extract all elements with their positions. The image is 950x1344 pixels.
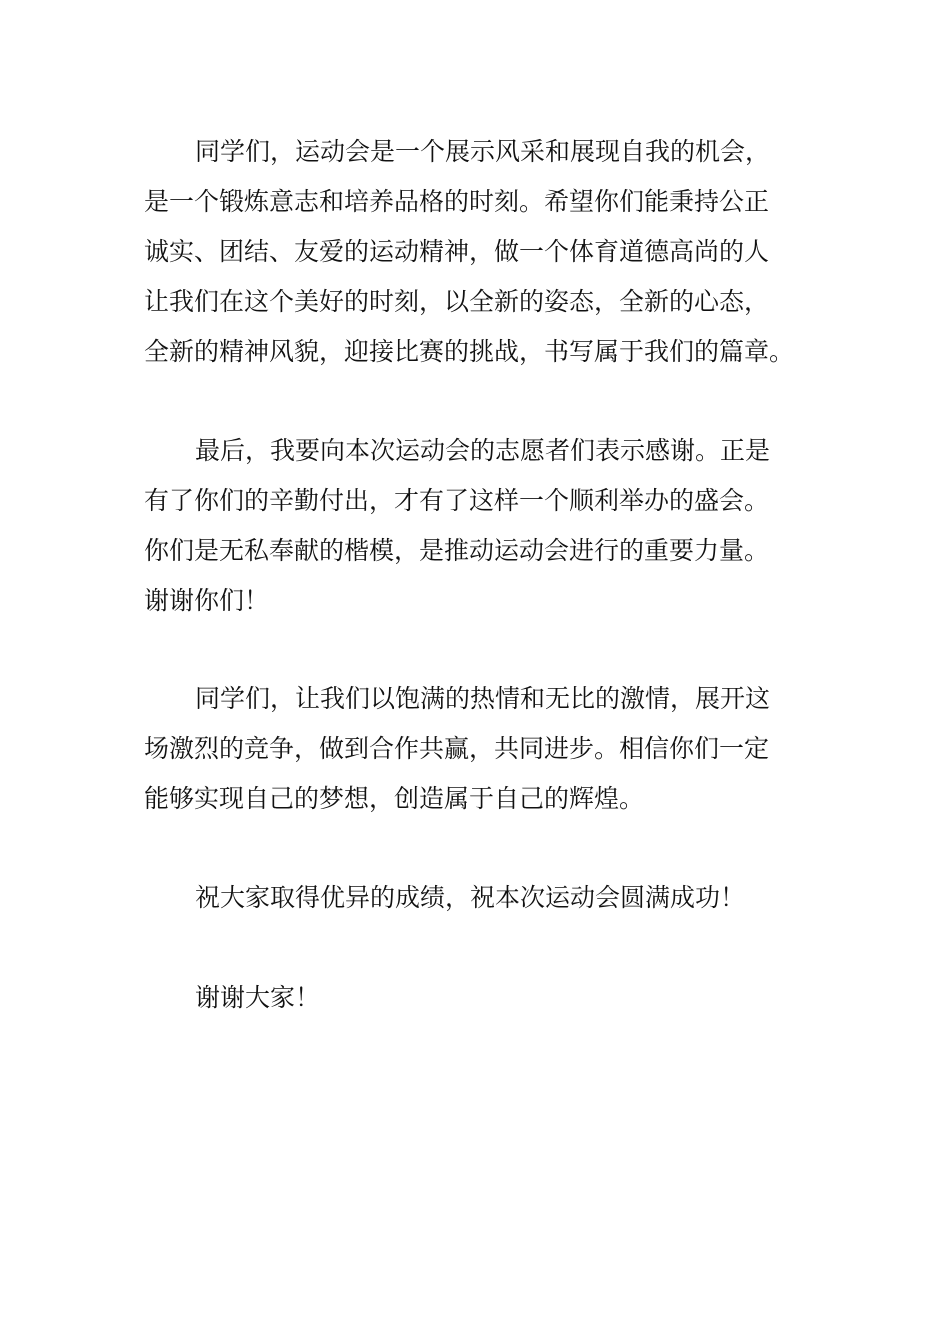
paragraph-5-line-1: 谢谢大家！ bbox=[195, 983, 321, 1012]
paragraph-2-line-1: 最后，我要向本次运动会的志愿者们表示感谢。正是 bbox=[195, 436, 771, 465]
paragraph-1-line-5: 全新的精神风貌，迎接比赛的挑战，书写属于我们的篇章。 bbox=[144, 337, 795, 366]
paragraph-3-line-2: 场激烈的竞争，做到合作共赢，共同进步。相信你们一定 bbox=[144, 734, 770, 763]
paragraph-1-line-4: 让我们在这个美好的时刻，以全新的姿态，全新的心态， bbox=[144, 287, 770, 316]
paragraph-4-line-1: 祝大家取得优异的成绩，祝本次运动会圆满成功！ bbox=[195, 883, 746, 912]
paragraph-2-line-4: 谢谢你们！ bbox=[144, 586, 270, 615]
paragraph-3-line-1: 同学们，让我们以饱满的热情和无比的激情，展开这 bbox=[195, 684, 771, 713]
paragraph-1-line-2: 是一个锻炼意志和培养品格的时刻。希望你们能秉持公正 bbox=[144, 187, 770, 216]
paragraph-3-line-3: 能够实现自己的梦想，创造属于自己的辉煌。 bbox=[144, 784, 645, 813]
paragraph-1-line-3: 诚实、团结、友爱的运动精神，做一个体育道德高尚的人 bbox=[144, 237, 770, 266]
paragraph-1-line-1: 同学们，运动会是一个展示风采和展现自我的机会， bbox=[195, 137, 771, 166]
paragraph-2-line-3: 你们是无私奉献的楷模，是推动运动会进行的重要力量。 bbox=[144, 536, 770, 565]
paragraph-2-line-2: 有了你们的辛勤付出，才有了这样一个顺利举办的盛会。 bbox=[144, 486, 770, 515]
